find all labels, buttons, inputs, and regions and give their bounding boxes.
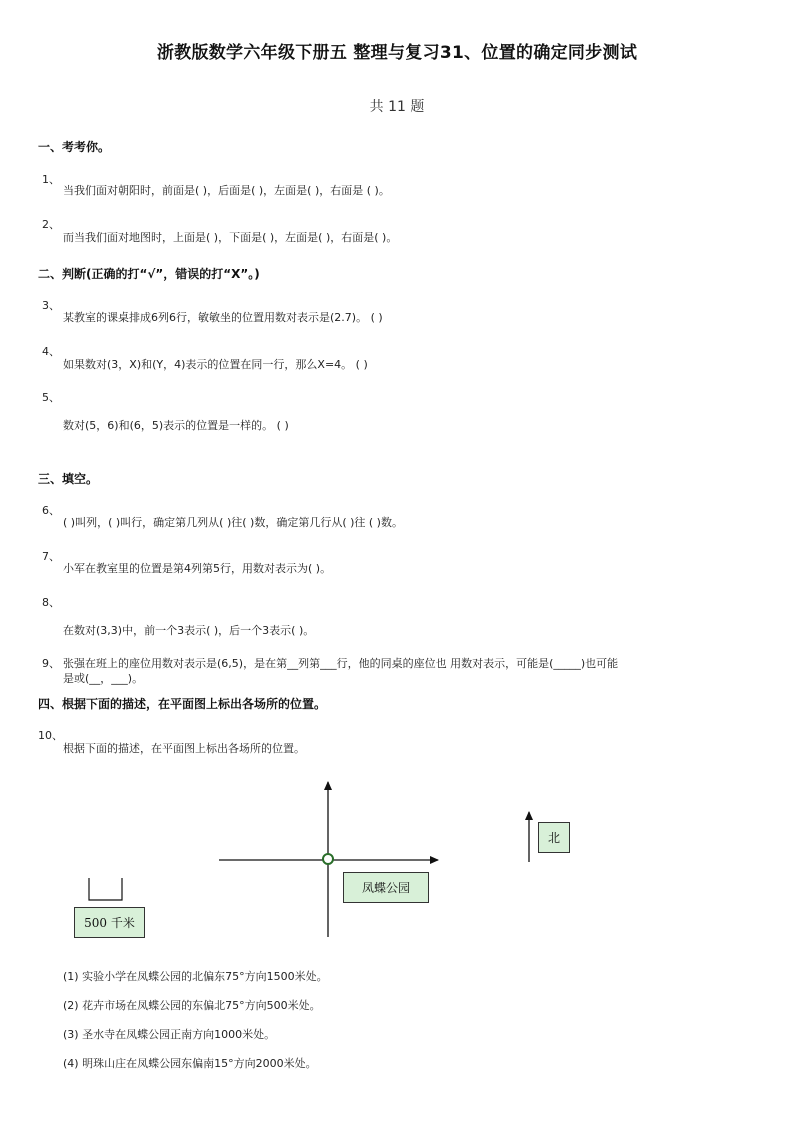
question-number-5: 5、 [42,391,60,404]
north-label-box [538,822,570,853]
question-number-8: 8、 [42,596,60,609]
question-text-6: ( )叫列，( )叫行，确定第几列从( )往( )数，确定第几行从( )往 ( )数。 [63,516,403,529]
question-number-9: 9、 [42,657,60,670]
question-text-10: 根据下面的描述，在平面图上标出各场所的位置。 [63,742,305,755]
question-text-2: 而当我们面对地图时，上面是( )，下面是( )，左面是( )，右面是( )。 [63,231,398,244]
north-label: 北 [547,831,560,845]
question-text-9: 张强在班上的座位用数对表示是(6,5)，是在第__列第___行，他的同桌的座位也 用数对表示，可能是(_____)也可能 [63,657,619,670]
page-title: 浙教版数学六年级下册五 整理与复习31、位置的确定同步测试 [156,43,638,63]
question-text-7: 小军在教室里的位置是第4列第5行，用数对表示为( )。 [63,562,332,575]
question-number-3: 3、 [42,299,60,312]
park-label: 凤蝶公园 [361,881,410,895]
section-heading-3: 三、填空。 [38,472,99,486]
question-text-3: 某教室的课桌排成6列6行，敏敏坐的位置用数对表示是(2.7)。 ( ) [63,311,383,324]
question-text-5: 数对(5，6)和(6，5)表示的位置是一样的。 ( ) [63,419,289,432]
scale-label: 500 千米 [84,916,135,930]
map-item-1: (1) 实验小学在凤蝶公园的北偏东75°方向1500米处。 [63,970,328,983]
question-count: 共 11 题 [369,99,425,115]
scale-label-box [74,907,145,938]
section-heading-2: 二、判断(正确的打“√”，错误的打“X”。) [38,267,260,281]
section-heading-1: 一、考考你。 [38,140,111,154]
question-number-10: 10、 [38,729,63,742]
map-item-4: (4) 明珠山庄在凤蝶公园东偏南15°方向2000米处。 [63,1057,317,1070]
question-number-1: 1、 [42,173,60,186]
question-number-6: 6、 [42,504,60,517]
map-item-3: (3) 圣水寺在凤蝶公园正南方向1000米处。 [63,1028,276,1041]
question-number-4: 4、 [42,345,60,358]
map-item-2: (2) 花卉市场在凤蝶公园的东偏北75°方向500米处。 [63,999,321,1012]
origin-marker [323,854,333,864]
question-text-4: 如果数对(3，X)和(Y，4)表示的位置在同一行，那么X=4。 ( ) [63,358,368,371]
question-text-1: 当我们面对朝阳时，前面是( )，后面是( )，左面是( )，右面是 ( )。 [63,184,390,197]
question-number-2: 2、 [42,218,60,231]
section-heading-4: 四、根据下面的描述，在平面图上标出各场所的位置。 [38,697,327,711]
question-text-8: 在数对(3,3)中，前一个3表示( )，后一个3表示( )。 [63,624,315,637]
question-number-7: 7、 [42,550,60,563]
scale-bar-icon [89,878,122,900]
park-label-box [343,872,429,903]
question-text-9-continued: 是或(__，___)。 [63,672,144,685]
